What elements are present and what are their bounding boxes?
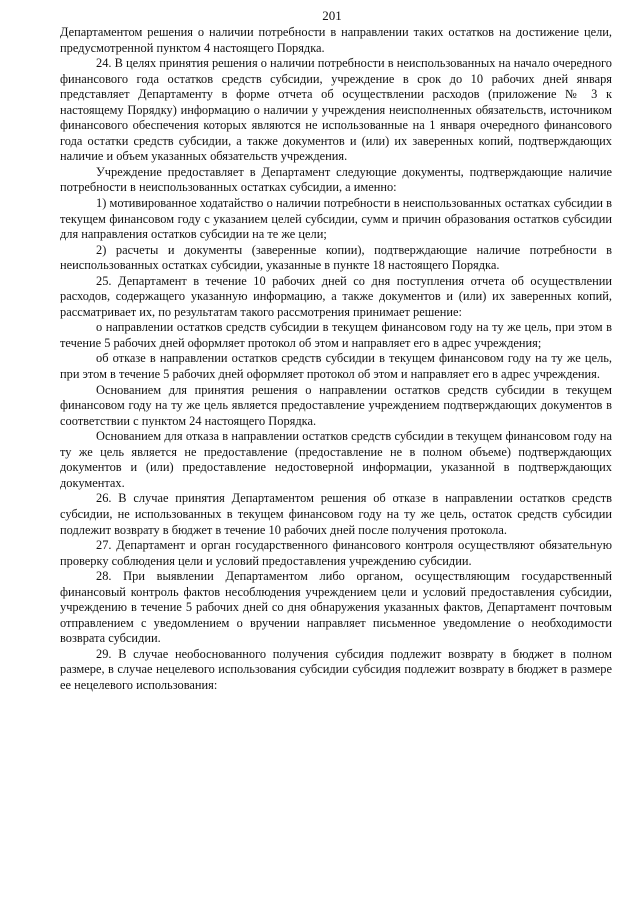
paragraph-item-24: 24. В целях принятия решения о наличии потребности в неиспользованных на начало очередного финансового года остатков средств субсидии, учреждение в срок до 10 рабочих дней января представляет Департаменту в форме отчета об осуществлении расходов (приложение № 3 к настоящему Порядку) информацию о наличии у учреждения неисполненных обязательств, источником финансового обеспечения которых являются не использованные на 1 января очередного финансового года остатки средств субсидии, а также документов и (или) их заверенных копий, подтверждающих наличие и объем указанных обязательств учреждения. <box>60 56 612 164</box>
paragraph-item-25: 25. Департамент в течение 10 рабочих дней со дня поступления отчета об осуществлении расходов, содержащего указанную информацию, а также документов и (или) их заверенных копий, рассматривает их, по результатам такого рассмотрения принимает решение: <box>60 273 612 319</box>
paragraph-item-26: 26. В случае принятия Департаментом решения об отказе в направлении остатков средств субсидии, не использованных в текущем финансовом году на ту же цель, остаток средств субсидии подлежит возврату в бюджет в течение 10 рабочих дней после получения протокола. <box>60 491 612 537</box>
paragraph-item-28: 28. При выявлении Департаментом либо органом, осуществляющим государственный финансовый контроль фактов несоблюдения учреждением цели и условий предоставления субсидии, учреждению в течение 5 рабочих дней со дня обнаружения указанных фактов, Департамент почтовым отправлением с уведомлением о вручении направляет письменное уведомление о необходимости возврата субсидии. <box>60 569 612 646</box>
paragraph-item-27: 27. Департамент и орган государственного финансового контроля осуществляют обязательную проверку соблюдения цели и условий предоставления учреждению субсидии. <box>60 538 612 568</box>
page-number: 201 <box>322 8 342 23</box>
paragraph-decision-refuse: об отказе в направлении остатков средств субсидии в текущем финансовом году на ту же цель, при этом в течение 5 рабочих дней оформляет протокол об этом и направляет его в адрес учреждения. <box>60 351 612 382</box>
paragraph-continuation: Департаментом решения о наличии потребности в направлении таких остатков на достижение цели, предусмотренной пунктом 4 настоящего Порядка. <box>60 25 612 55</box>
paragraph-refusal-basis: Основанием для отказа в направлении остатков средств субсидии в текущем финансовом году на ту же цель является не предоставление (предоставление не в полном объеме) подтверждающих документов и (или) предоставление недостоверной информации, указанной в подтверждающих документах. <box>60 429 612 490</box>
paragraph-approval-basis: Основанием для принятия решения о направлении остатков средств субсидии в текущем финансовом году на ту же цель является предоставление учреждением подтверждающих документов в соответствии с пунктом 24 настоящего Порядка. <box>60 382 612 428</box>
paragraph-subitem-2: 2) расчеты и документы (заверенные копии), подтверждающие наличие потребности в неиспользованных остатках субсидии, указанные в пункте 18 настоящего Порядка. <box>60 242 612 273</box>
paragraph-item-29: 29. В случае необоснованного получения субсидия подлежит возврату в бюджет в полном размере, в случае нецелевого использования субсидии субсидия подлежит возврату в бюджет в размере ее нецелевого использования: <box>60 646 612 692</box>
paragraph-subitem-1: 1) мотивированное ходатайство о наличии потребности в неиспользованных остатках субсидии в текущем финансовом году с указанием целей субсидии, сумм и причин образования остатков субсидии для направления остатков субсидии на те же цели; <box>60 196 612 242</box>
paragraph-documents-intro: Учреждение предоставляет в Департамент следующие документы, подтверждающие наличие потребности в неиспользованных остатках субсидии, а именно: <box>60 164 612 195</box>
paragraph-decision-approve: о направлении остатков средств субсидии в текущем финансовом году на ту же цель, при этом в течение 5 рабочих дней оформляет протокол об этом и направляет его в адрес учреждения; <box>60 320 612 350</box>
